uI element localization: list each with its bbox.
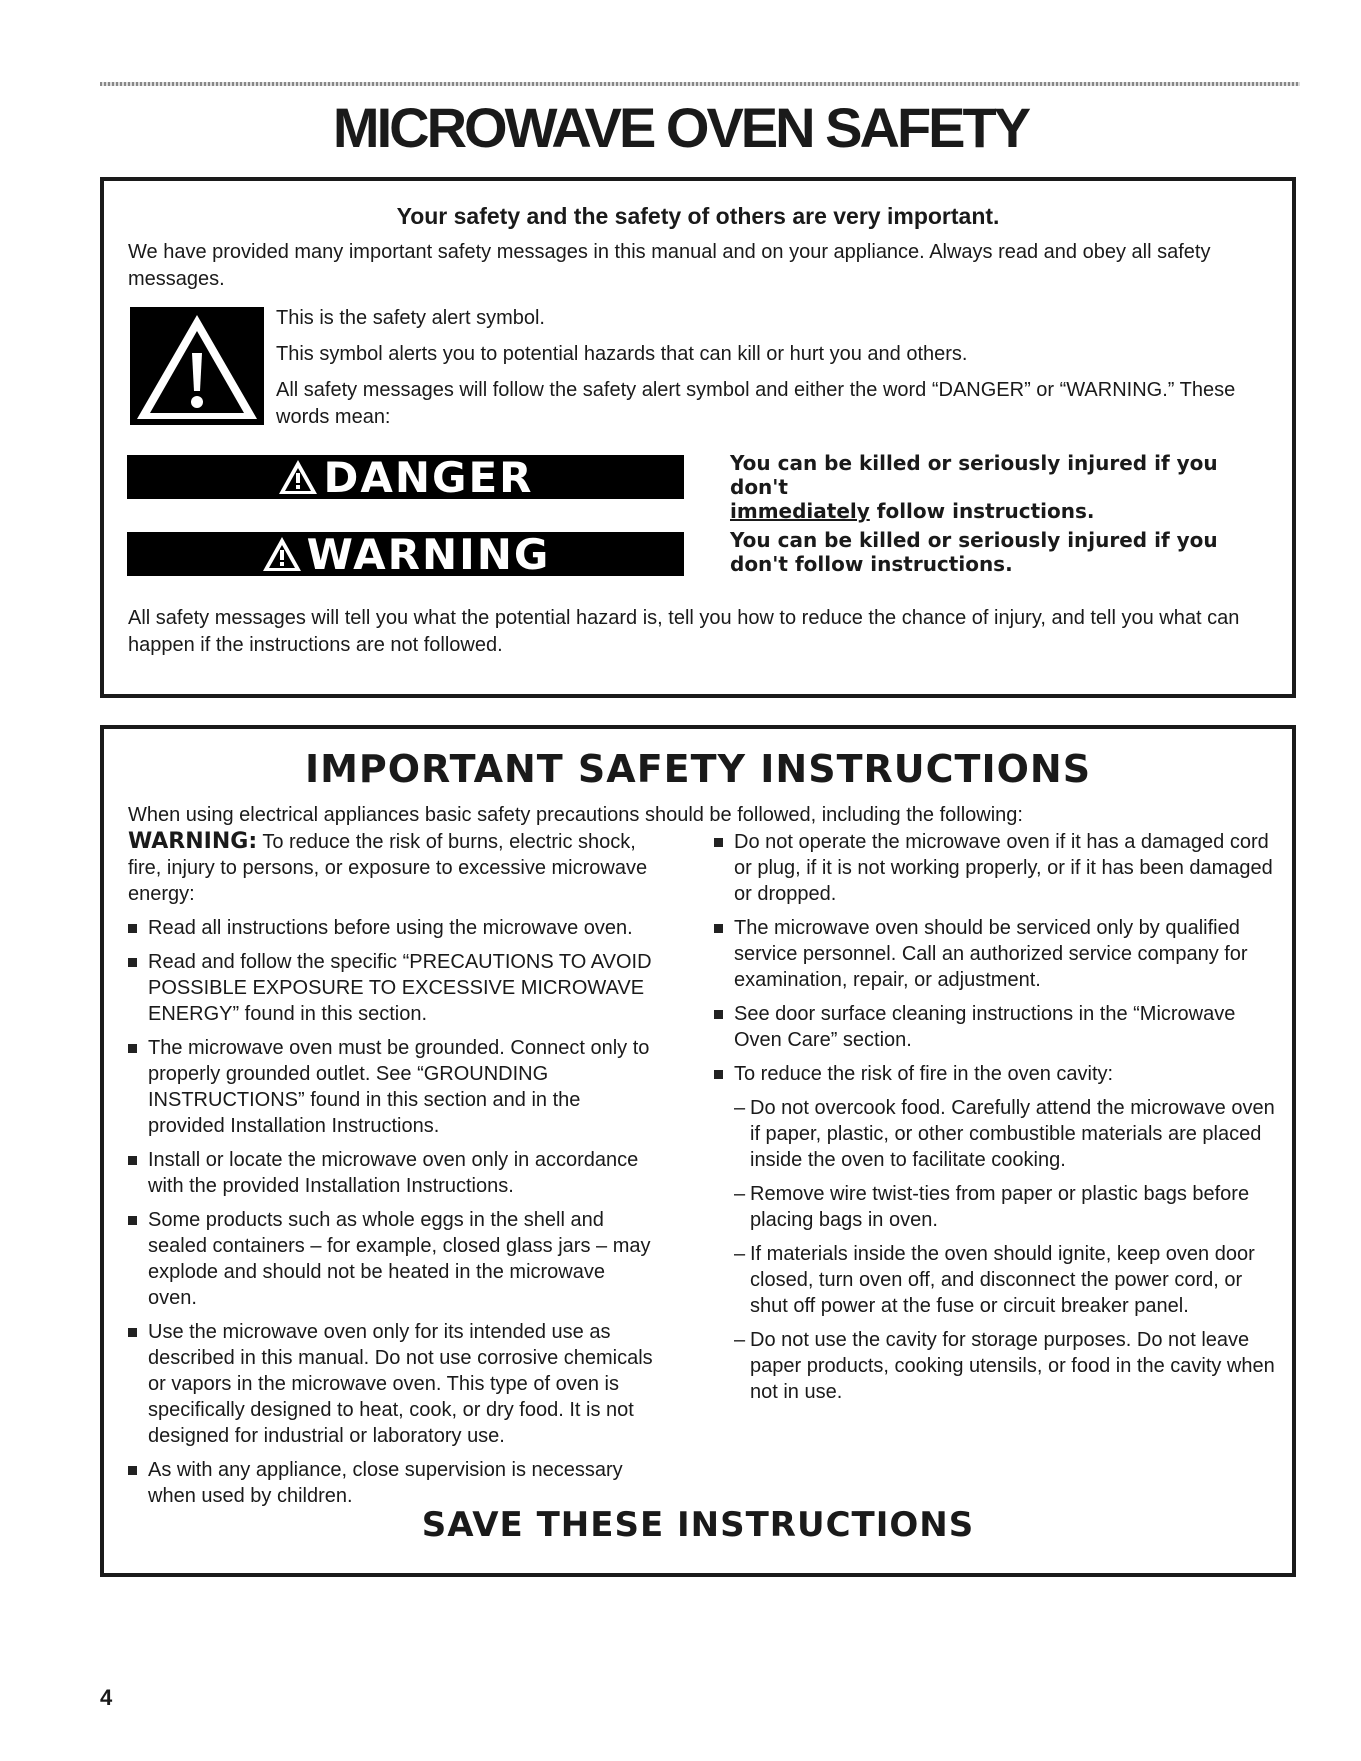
top-rule bbox=[100, 82, 1300, 86]
warning-label: WARNING: bbox=[128, 829, 258, 854]
sub-list-item: – Do not overcook food. Carefully attend the microwave oven if paper, plastic, or other combustible materials are placed inside the oven to facilitate cooking. bbox=[734, 1095, 1284, 1173]
danger-banner bbox=[127, 452, 684, 502]
safety-alert-icon bbox=[130, 307, 264, 425]
list-item: See door surface cleaning instructions in the “Microwave Oven Care” section. bbox=[714, 1001, 1284, 1053]
fire-sublist bbox=[734, 1095, 1284, 1405]
instructions-left-column bbox=[128, 829, 658, 1509]
warning-text: To reduce the risk of burns, electric shock, fire, injury to persons, or exposure to excessive microwave energy: bbox=[128, 831, 648, 905]
list-item: Read and follow the specific “PRECAUTIONS TO AVOID POSSIBLE EXPOSURE TO EXCESSIVE MICROWAVE ENERGY” found in this section. bbox=[128, 949, 658, 1027]
list-item: Read all instructions before using the microwave oven. bbox=[128, 915, 658, 941]
right-bullet-list bbox=[714, 829, 1284, 1405]
page-number: 4 bbox=[100, 1685, 113, 1710]
sub-list-item: – Remove wire twist-ties from paper or plastic bags before placing bags in oven. bbox=[734, 1181, 1284, 1233]
warning-banner bbox=[127, 529, 684, 579]
alert-line: This is the safety alert symbol. bbox=[276, 307, 545, 329]
warning-triangle-icon bbox=[277, 458, 319, 496]
list-item bbox=[714, 1061, 1284, 1405]
warning-paragraph bbox=[128, 829, 658, 907]
page-title: MICROWAVE OVEN SAFETY bbox=[332, 96, 1029, 159]
warning-description: You can be killed or seriously injured if you don't follow instructions. bbox=[730, 528, 1218, 576]
left-bullet-list bbox=[128, 915, 658, 1509]
safety-footer: All safety messages will tell you what the potential hazard is, tell you how to reduce the chance of injury, and tell you what can happen if the instructions are not followed. bbox=[128, 607, 1240, 656]
warning-label: WARNING bbox=[306, 529, 551, 579]
list-item: The microwave oven should be serviced only by qualified service personnel. Call an authorized service company for examination, repair, or adjustment. bbox=[714, 915, 1284, 993]
safety-heading: Your safety and the safety of others are very important. bbox=[396, 203, 1000, 229]
list-item: The microwave oven must be grounded. Connect only to properly grounded outlet. See “GROUNDING INSTRUCTIONS” found in this section and in the provided Installation Instructions. bbox=[128, 1035, 658, 1139]
sub-list-item: – Do not use the cavity for storage purposes. Do not leave paper products, cooking utensils, or food in the cavity when not in use. bbox=[734, 1327, 1284, 1405]
alert-lines bbox=[276, 305, 1236, 440]
list-item: Install or locate the microwave oven only in accordance with the provided Installation Instructions. bbox=[128, 1147, 658, 1199]
list-item: Use the microwave oven only for its intended use as described in this manual. Do not use corrosive chemicals or vapors in the microwave oven. This type of oven is specifically designed to heat, cook, or dry food. It is not designed for industrial or laboratory use. bbox=[128, 1319, 658, 1449]
instructions-right-column bbox=[714, 829, 1284, 1405]
save-instructions-heading: SAVE THESE INSTRUCTIONS bbox=[421, 1505, 975, 1545]
instructions-intro: When using electrical appliances basic safety precautions should be followed, including the following: bbox=[128, 804, 1023, 826]
list-item: Do not operate the microwave oven if it has a damaged cord or plug, if it is not working properly, or if it has been damaged or dropped. bbox=[714, 829, 1284, 907]
warning-triangle-icon bbox=[261, 535, 303, 573]
list-item-text: To reduce the risk of fire in the oven cavity: bbox=[734, 1063, 1114, 1085]
alert-line: All safety messages will follow the safety alert symbol and either the word “DANGER” or “WARNING.” These words mean: bbox=[276, 379, 1236, 428]
sub-list-item: – If materials inside the oven should ignite, keep oven door closed, turn oven off, and disconnect the power cord, or shut off power at the fuse or circuit breaker panel. bbox=[734, 1241, 1284, 1319]
danger-desc-part: You can be killed or seriously injured if you don't bbox=[730, 451, 1218, 499]
safety-box bbox=[100, 177, 1296, 698]
danger-label: DANGER bbox=[323, 452, 534, 502]
instructions-box bbox=[100, 725, 1296, 1577]
danger-desc-part: follow instructions. bbox=[869, 499, 1095, 523]
danger-desc-emphasis: immediately bbox=[730, 499, 870, 523]
danger-description bbox=[730, 451, 1270, 523]
list-item: Some products such as whole eggs in the shell and sealed containers – for example, closed glass jars – may explode and should not be heated in the microwave oven. bbox=[128, 1207, 658, 1311]
alert-line: This symbol alerts you to potential hazards that can kill or hurt you and others. bbox=[276, 343, 968, 365]
list-item: As with any appliance, close supervision is necessary when used by children. bbox=[128, 1457, 658, 1509]
safety-intro: We have provided many important safety messages in this manual and on your appliance. Always read and obey all safety messages. bbox=[128, 241, 1211, 290]
instructions-heading: IMPORTANT SAFETY INSTRUCTIONS bbox=[304, 747, 1092, 791]
